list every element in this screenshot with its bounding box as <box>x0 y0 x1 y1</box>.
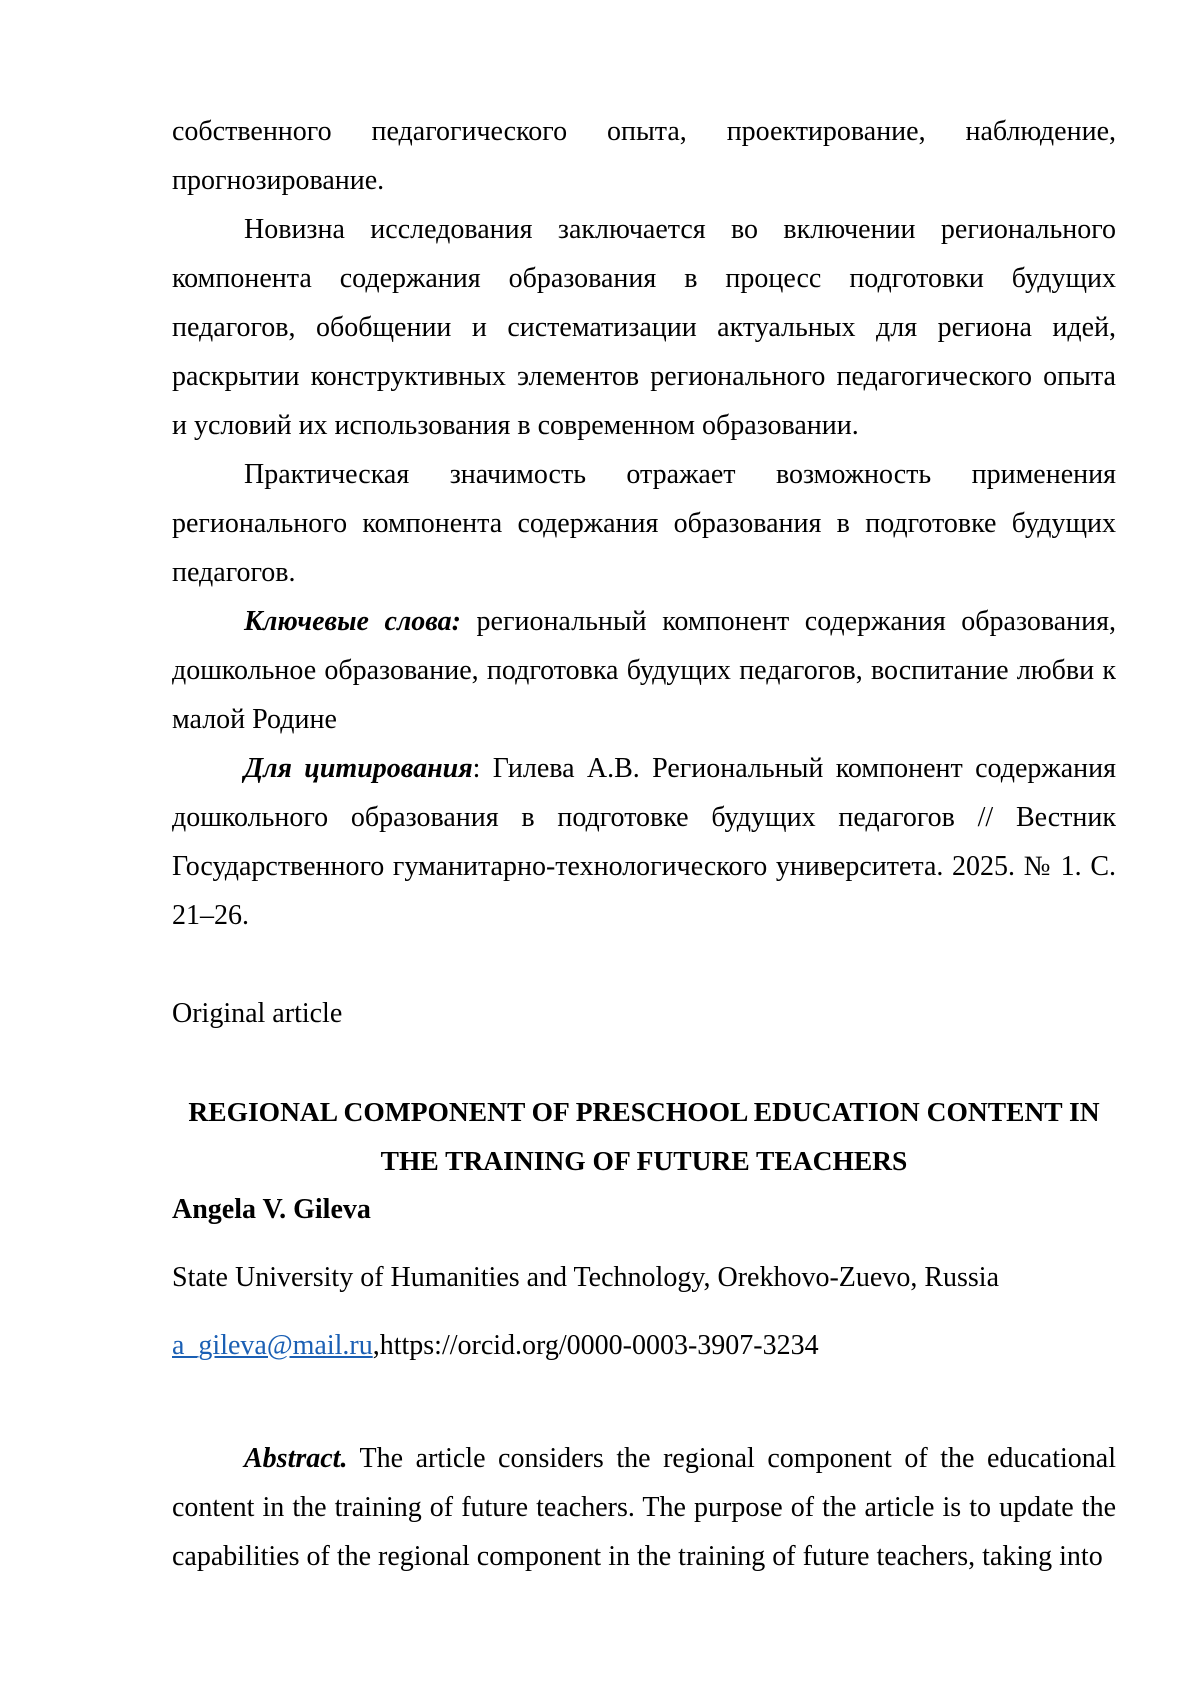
keywords-text: региональный компонент содержания образования, дошкольное образование, подготовка будущих педагогов, воспитание любви к малой Родине <box>172 606 1116 735</box>
abstract-label: Abstract. <box>244 1443 347 1474</box>
article-title: REGIONAL COMPONENT OF PRESCHOOL EDUCATION CONTENT IN THE TRAINING OF FUTURE TEACHERS <box>172 1087 1116 1185</box>
author-contacts <box>172 1321 1116 1370</box>
citation-label: Для цитирования <box>244 753 473 784</box>
orcid-text: ,https://orcid.org/0000-0003-3907-3234 <box>373 1330 819 1361</box>
citation-paragraph <box>172 744 1116 940</box>
keywords-label: Ключевые слова: <box>244 606 461 637</box>
spacer <box>172 940 1116 989</box>
practical-significance-paragraph: Практическая значимость отражает возможность применения регионального компонента содержания образования в подготовке будущих педагогов. <box>172 450 1116 597</box>
article-type: Original article <box>172 989 1116 1038</box>
document-page <box>172 107 1116 1581</box>
spacer <box>172 1038 1116 1087</box>
citation-text: : Гилева А.В. Региональный компонент содержания дошкольного образования в подготовке будущих педагогов // Вестник Государственного гуманитарно-технологического университета. 2025. № 1. С. 21–26. <box>172 753 1116 931</box>
abstract-paragraph <box>172 1434 1116 1581</box>
author-name: Angela V. Gileva <box>172 1185 1116 1234</box>
author-affiliation: State University of Humanities and Technology, Orekhovo-Zuevo, Russia <box>172 1253 1116 1302</box>
email-link[interactable]: a_gileva@mail.ru <box>172 1330 373 1361</box>
keywords-paragraph <box>172 597 1116 744</box>
novelty-paragraph: Новизна исследования заключается во включении регионального компонента содержания образования в процесс подготовки будущих педагогов, обобщении и систематизации актуальных для региона идей, раскрытии конструктивных элементов регионального педагогического опыта и условий их использования в современном образовании. <box>172 205 1116 450</box>
methods-paragraph: собственного педагогического опыта, проектирование, наблюдение, прогнозирование. <box>172 107 1116 205</box>
abstract-text: The article considers the regional component of the educational content in the training of future teachers. The purpose of the article is to update the capabilities of the regional component in the training of future teachers, taking into <box>172 1443 1116 1572</box>
